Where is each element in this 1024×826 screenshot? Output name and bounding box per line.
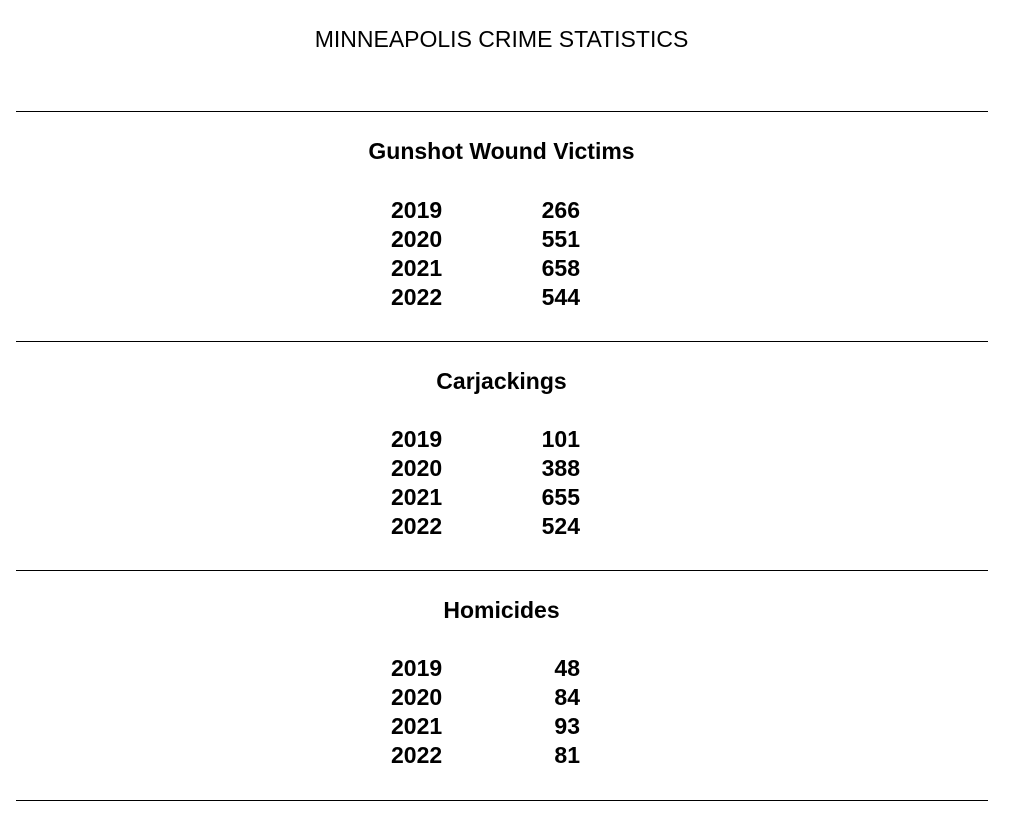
row-value: 81 bbox=[554, 742, 580, 768]
table-row bbox=[0, 454, 1024, 483]
section-title-gunshot: Gunshot Wound Victims bbox=[368, 138, 635, 164]
row-value: 101 bbox=[541, 426, 580, 452]
row-year: 2019 bbox=[391, 426, 443, 452]
table-row bbox=[0, 283, 1024, 312]
table-row bbox=[0, 683, 1024, 712]
table-row bbox=[0, 483, 1024, 512]
row-value: 93 bbox=[554, 713, 580, 739]
row-value: 388 bbox=[541, 455, 580, 481]
row-year: 2019 bbox=[391, 655, 443, 681]
row-year: 2022 bbox=[391, 742, 443, 768]
row-year: 2021 bbox=[391, 713, 443, 739]
divider bbox=[16, 341, 988, 342]
divider bbox=[16, 800, 988, 801]
section-title-carjackings: Carjackings bbox=[436, 368, 567, 394]
row-year: 2021 bbox=[391, 255, 443, 281]
section-title-homicides: Homicides bbox=[443, 597, 560, 623]
row-year: 2020 bbox=[391, 455, 443, 481]
page-title: MINNEAPOLIS CRIME STATISTICS bbox=[314, 26, 689, 52]
row-year: 2022 bbox=[391, 513, 443, 539]
row-year: 2019 bbox=[391, 197, 443, 223]
divider bbox=[16, 570, 988, 571]
row-value: 48 bbox=[554, 655, 580, 681]
row-value: 524 bbox=[541, 513, 580, 539]
row-value: 655 bbox=[541, 484, 580, 510]
row-value: 84 bbox=[554, 684, 580, 710]
row-value: 658 bbox=[541, 255, 580, 281]
row-year: 2022 bbox=[391, 284, 443, 310]
row-value: 544 bbox=[541, 284, 580, 310]
table-row bbox=[0, 254, 1024, 283]
row-year: 2020 bbox=[391, 226, 443, 252]
row-value: 551 bbox=[541, 226, 580, 252]
table-row bbox=[0, 196, 1024, 225]
table-row bbox=[0, 425, 1024, 454]
row-value: 266 bbox=[541, 197, 580, 223]
table-row bbox=[0, 654, 1024, 683]
table-row bbox=[0, 512, 1024, 541]
row-year: 2021 bbox=[391, 484, 443, 510]
divider bbox=[16, 111, 988, 112]
row-year: 2020 bbox=[391, 684, 443, 710]
table-row bbox=[0, 225, 1024, 254]
table-row bbox=[0, 741, 1024, 770]
table-row bbox=[0, 712, 1024, 741]
